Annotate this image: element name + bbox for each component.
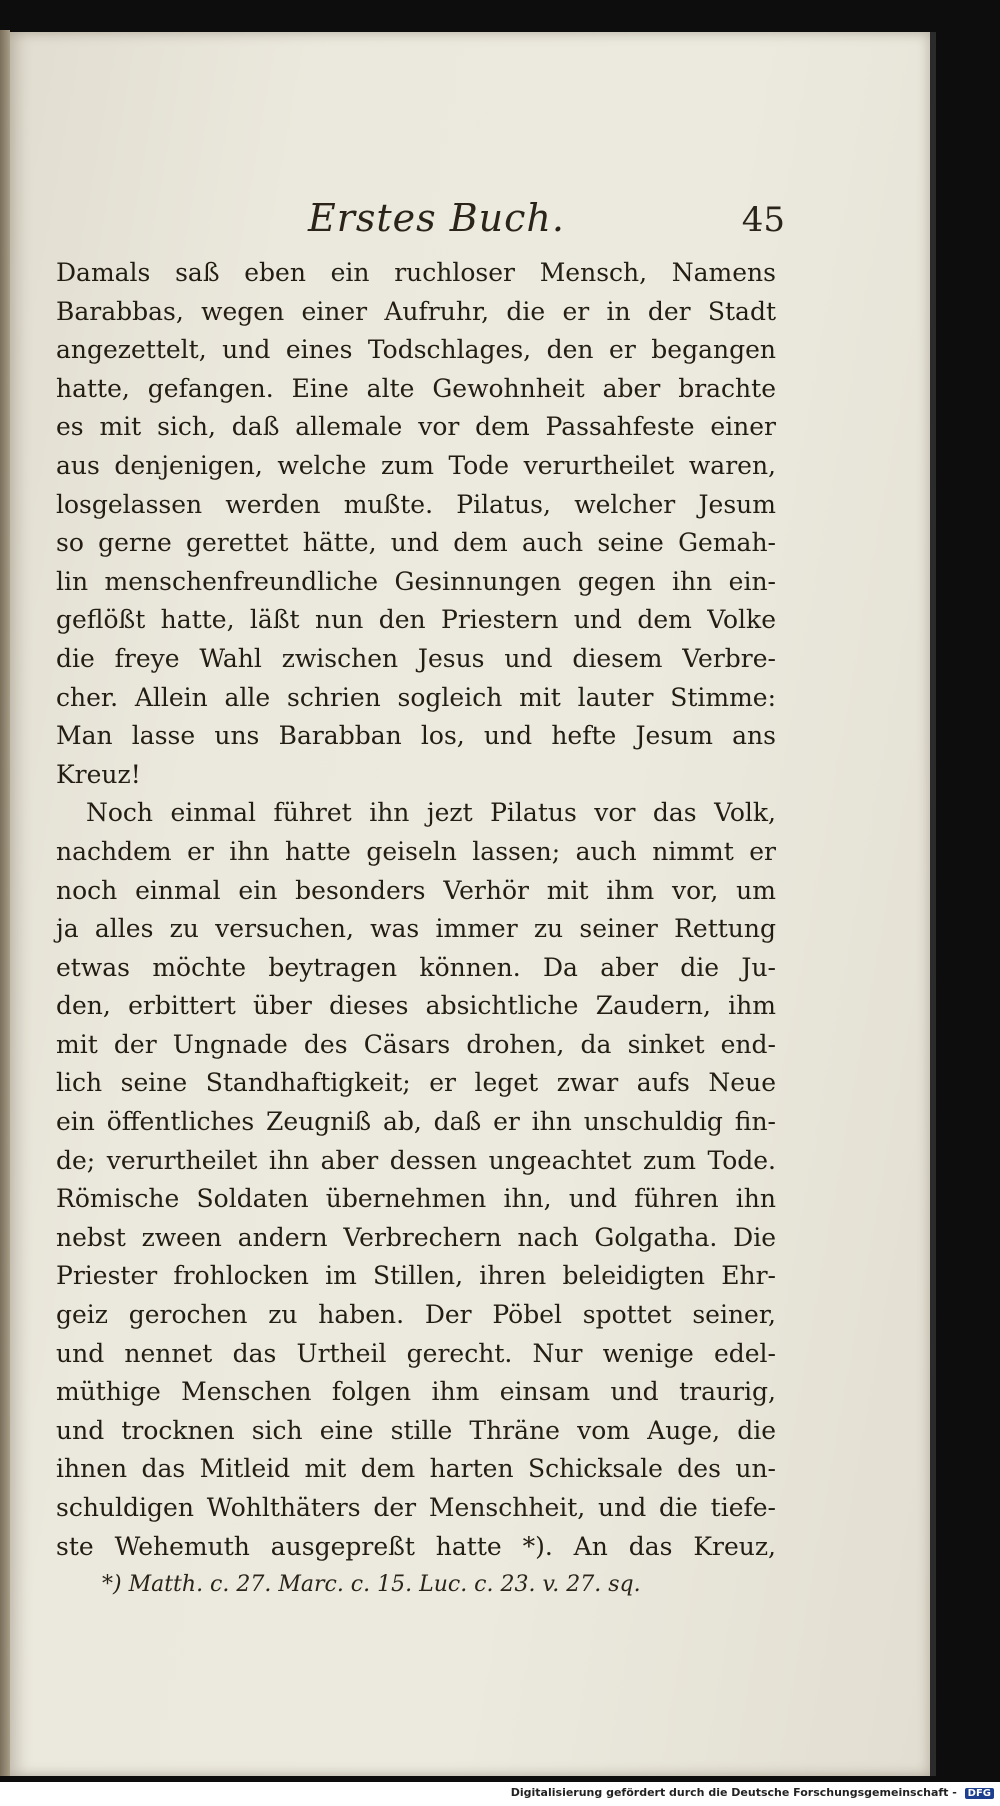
text-line: den, erbittert über dieses absichtliche Zaudern, ihm xyxy=(56,991,776,1021)
dfg-logo-icon: DFG xyxy=(965,1788,994,1799)
text-line: losgelassen werden mußte. Pilatus, welcher Jesum xyxy=(56,489,776,519)
body-text xyxy=(56,254,776,1566)
text-line: hatte, gefangen. Eine alte Gewohnheit aber brachte xyxy=(56,373,776,403)
text-line: etwas möchte beytragen können. Da aber die Ju- xyxy=(56,952,776,982)
text-line: geflößt hatte, läßt nun den Priestern und dem Volke xyxy=(56,605,776,635)
footnote: *) Matth. c. 27. Marc. c. 15. Luc. c. 23. v. 27. sq. xyxy=(102,1572,641,1597)
text-line: ja alles zu versuchen, was immer zu seiner Rettung xyxy=(56,914,776,944)
text-line: Römische Soldaten übernehmen ihn, und führen ihn xyxy=(56,1184,776,1214)
text-line: so gerne gerettet hätte, und dem auch seine Gemah- xyxy=(56,528,776,558)
text-line: Priester frohlocken im Stillen, ihren beleidigten Ehr- xyxy=(56,1261,776,1291)
text-line: ste Wehemuth ausgepreßt hatte *). An das Kreuz, xyxy=(56,1531,776,1561)
text-line: de; verurtheilet ihn aber dessen ungeachtet zum Tode. xyxy=(56,1145,776,1175)
page-right-edge xyxy=(930,32,936,1776)
page-number: 45 xyxy=(741,200,785,240)
text-line: und nennet das Urtheil gerecht. Nur wenige edel- xyxy=(56,1338,776,1368)
page-edge xyxy=(0,30,10,1776)
text-line: schuldigen Wohlthäters der Menschheit, und die tiefe- xyxy=(56,1493,776,1522)
text-line: angezettelt, und eines Todschlages, den er begangen xyxy=(56,335,776,365)
text-line: es mit sich, daß allemale vor dem Passahfeste einer xyxy=(56,412,776,442)
text-line: Man lasse uns Barabban los, und hefte Jesum ans xyxy=(56,721,776,751)
text-line: aus denjenigen, welche zum Tode verurtheilet waren, xyxy=(56,450,776,480)
text-line: müthige Menschen folgen ihm einsam und traurig, xyxy=(56,1377,776,1407)
text-line: cher. Allein alle schrien sogleich mit lauter Stimme: xyxy=(56,682,776,712)
text-line: nebst zween andern Verbrechern nach Golgatha. Die xyxy=(56,1222,776,1252)
text-line: lin menschenfreundliche Gesinnungen gegen ihn ein- xyxy=(56,566,776,596)
text-line: nachdem er ihn hatte geiseln lassen; auch nimmt er xyxy=(56,836,776,866)
text-line: ein öffentliches Zeugniß ab, daß er ihn unschuldig fin- xyxy=(56,1107,776,1137)
text-line: und trocknen sich eine stille Thräne vom Auge, die xyxy=(56,1415,776,1445)
text-line: noch einmal ein besonders Verhör mit ihm vor, um xyxy=(56,875,776,905)
text-line: Noch einmal führet ihn jezt Pilatus vor das Volk, xyxy=(86,798,776,828)
running-head: Erstes Buch. xyxy=(308,196,565,240)
page-header xyxy=(50,192,785,252)
text-line: geiz gerochen zu haben. Der Pöbel spottet seiner, xyxy=(56,1300,776,1330)
text-line: die freye Wahl zwischen Jesus und diesem Verbre- xyxy=(56,643,776,673)
book-page xyxy=(10,32,930,1776)
text-line: lich seine Standhaftigkeit; er leget zwar aufs Neue xyxy=(56,1068,776,1098)
text-line: Barabbas, wegen einer Aufruhr, die er in der Stadt xyxy=(56,296,776,326)
digitization-footer xyxy=(0,1782,1000,1806)
text-line: ihnen das Mitleid mit dem harten Schicksale des un- xyxy=(56,1454,776,1484)
text-line: Damals saß eben ein ruchloser Mensch, Namens xyxy=(56,258,776,287)
text-line: Kreuz! xyxy=(56,759,141,789)
text-line: mit der Ungnade des Cäsars drohen, da sinket end- xyxy=(56,1029,776,1059)
footer-credit xyxy=(511,1786,994,1799)
footer-credit-text: Digitalisierung gefördert durch die Deutsche Forschungsgemeinschaft - xyxy=(510,1786,957,1799)
